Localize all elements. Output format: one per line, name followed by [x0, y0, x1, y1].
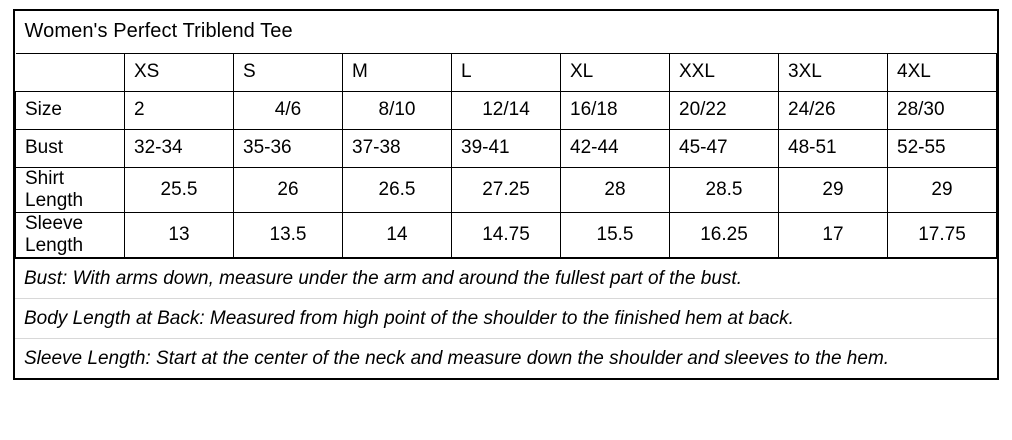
table-cell: 32-34	[125, 129, 234, 167]
table-cell: 29	[779, 167, 888, 212]
table-cell: 14.75	[452, 212, 561, 257]
column-header-blank	[16, 53, 125, 91]
measurement-notes	[15, 258, 997, 378]
table-cell: 17	[779, 212, 888, 257]
table-cell: 4/6	[234, 91, 343, 129]
table-row	[16, 129, 997, 167]
table-cell: 17.75	[888, 212, 997, 257]
column-header-xs: XS	[125, 53, 234, 91]
table-cell: 28/30	[888, 91, 997, 129]
table-cell: 24/26	[779, 91, 888, 129]
table-cell: 29	[888, 167, 997, 212]
column-header-s: S	[234, 53, 343, 91]
table-cell: 14	[343, 212, 452, 257]
table-row	[16, 167, 997, 212]
column-header-4xl: 4XL	[888, 53, 997, 91]
table-cell: 42-44	[561, 129, 670, 167]
size-chart-container	[13, 9, 999, 380]
column-header-m: M	[343, 53, 452, 91]
table-cell: 48-51	[779, 129, 888, 167]
table-cell: 52-55	[888, 129, 997, 167]
table-cell: 45-47	[670, 129, 779, 167]
table-cell: 26.5	[343, 167, 452, 212]
table-cell: 39-41	[452, 129, 561, 167]
row-label-bust: Bust	[16, 129, 125, 167]
table-row	[16, 91, 997, 129]
size-chart-table	[15, 11, 997, 258]
header-row	[16, 53, 997, 91]
table-cell: 25.5	[125, 167, 234, 212]
column-header-l: L	[452, 53, 561, 91]
table-cell: 28.5	[670, 167, 779, 212]
table-cell: 37-38	[343, 129, 452, 167]
row-label-size: Size	[16, 91, 125, 129]
title-row	[16, 11, 997, 53]
table-cell: 2	[125, 91, 234, 129]
note-body-length: Body Length at Back: Measured from high point of the shoulder to the finished hem at back.	[15, 299, 997, 339]
table-cell: 26	[234, 167, 343, 212]
table-cell: 13.5	[234, 212, 343, 257]
column-header-xxl: XXL	[670, 53, 779, 91]
column-header-xl: XL	[561, 53, 670, 91]
row-label-sleeve-length: Sleeve Length	[16, 212, 125, 257]
table-cell: 16/18	[561, 91, 670, 129]
note-sleeve-length: Sleeve Length: Start at the center of the neck and measure down the shoulder and sleeves to the hem.	[24, 347, 890, 369]
table-cell: 13	[125, 212, 234, 257]
table-cell: 16.25	[670, 212, 779, 257]
table-row	[16, 212, 997, 257]
table-cell: 8/10	[343, 91, 452, 129]
row-label-shirt-length: Shirt Length	[16, 167, 125, 212]
page-title: Women's Perfect Triblend Tee	[16, 11, 997, 53]
note-bust: Bust: With arms down, measure under the arm and around the fullest part of the bust.	[15, 259, 997, 299]
size-chart-body	[16, 11, 997, 257]
table-cell: 12/14	[452, 91, 561, 129]
table-cell: 28	[561, 167, 670, 212]
table-cell: 15.5	[561, 212, 670, 257]
table-cell: 27.25	[452, 167, 561, 212]
table-cell: 20/22	[670, 91, 779, 129]
table-cell: 35-36	[234, 129, 343, 167]
column-header-3xl: 3XL	[779, 53, 888, 91]
